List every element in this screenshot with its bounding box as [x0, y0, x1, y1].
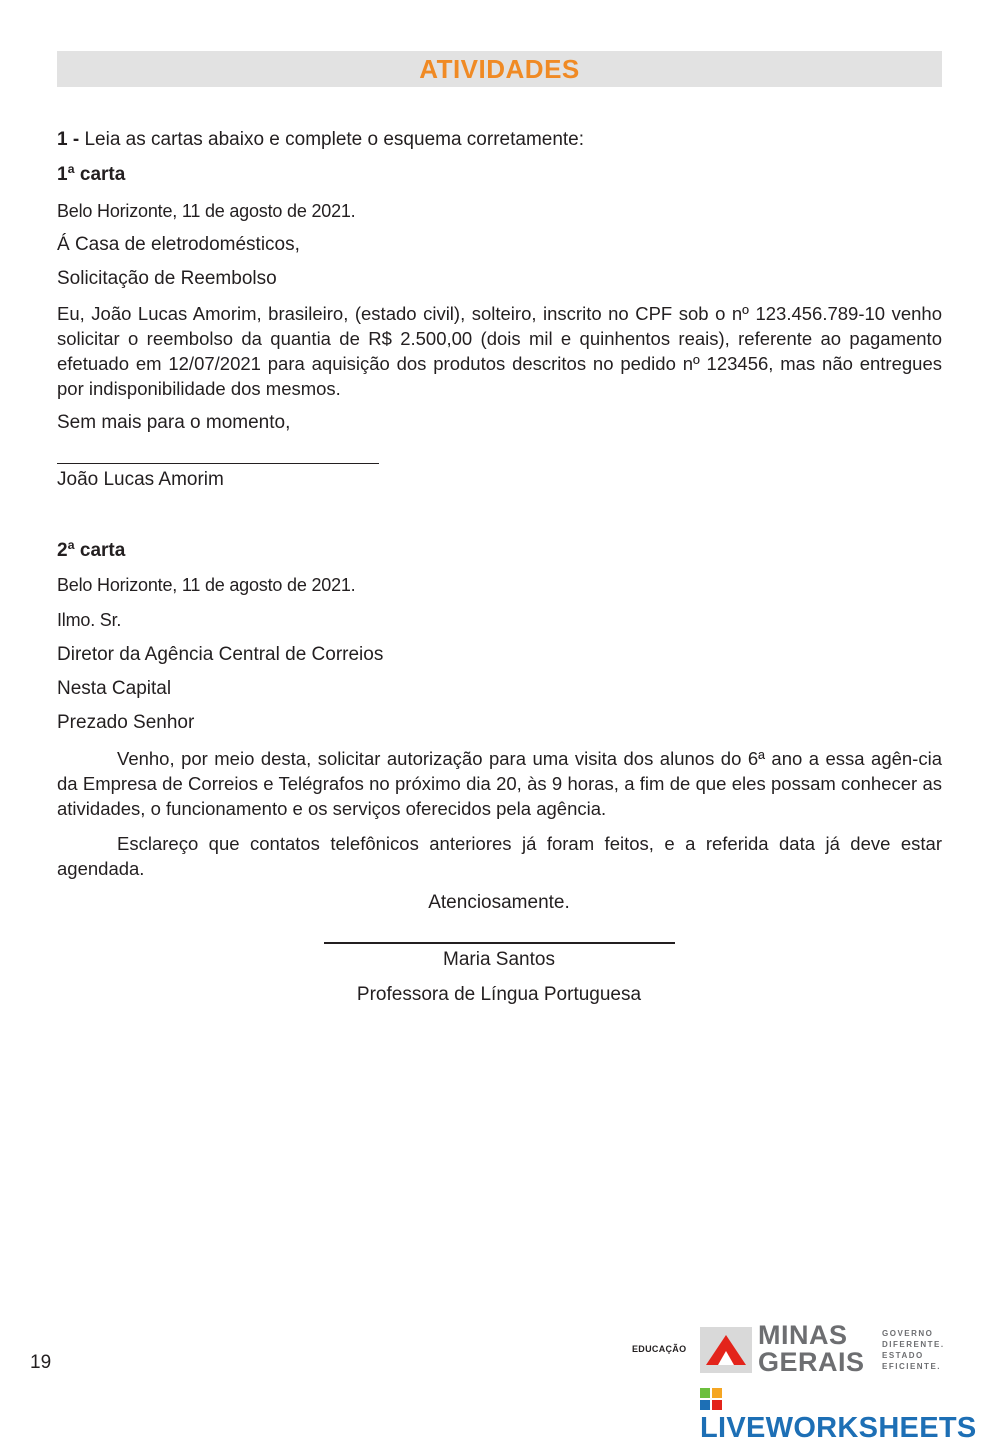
letter2-location: Nesta Capital: [57, 678, 172, 699]
letter2-body-paragraph-1: Venho, por meio desta, solicitar autorização para uma visita dos alunos do 6ª ano a essa agên-cia da Empresa de Correios e Telégrafos no próximo dia 20, às 9 horas, a fim de que eles possam conhecer as atividades, o funcionamento e os serviços oferecidos pela agência.: [57, 748, 942, 819]
letter2-place-date: Belo Horizonte, 11 de agosto de 2021.: [57, 575, 356, 595]
letter2-signature-role: Professora de Língua Portuguesa: [356, 984, 642, 1005]
letter1-subject: Solicitação de Reembolso: [57, 268, 277, 289]
signature-line: [324, 942, 675, 944]
page-title: ATIVIDADES: [419, 54, 580, 84]
letter2-heading: 2ª carta: [57, 540, 126, 561]
signature-line: [57, 463, 379, 464]
letter2-body-paragraph-2: Esclareço que contatos telefônicos anteriores já foram feitos, e a referida data já deve estar agendada.: [57, 833, 942, 879]
minas-gerais-wordmark: MINAS GERAIS: [758, 1320, 865, 1377]
letter1-heading: 1ª carta: [57, 164, 126, 185]
letter2-closing: Atenciosamente.: [428, 892, 570, 913]
letter2-recipient: Diretor da Agência Central de Correios: [57, 644, 384, 665]
question-number: 1 -: [57, 129, 80, 150]
minas-gerais-logo-icon: [700, 1327, 752, 1373]
education-label: EDUCAÇÃO: [632, 1344, 687, 1354]
letter1-closing: Sem mais para o momento,: [57, 412, 291, 433]
letter1-recipient: Á Casa de eletrodomésticos,: [57, 234, 300, 255]
question-prompt: Leia as cartas abaixo e complete o esquema corretamente:: [84, 129, 585, 150]
government-slogan: GOVERNO DIFERENTE. ESTADO EFICIENTE.: [882, 1329, 945, 1371]
liveworksheets-watermark: LIVEWORKSHEETS: [700, 1377, 1000, 1445]
liveworksheets-badge-icon: [700, 1384, 722, 1406]
letter1-body: Eu, João Lucas Amorim, brasileiro, (estado civil), solteiro, inscrito no CPF sob o nº 123.456.789-10 venho solicitar o reembolso da quantia de R$ 2.500,00 (dois mil e quinhentos reais), referente ao pagamento efetuado em 12/07/2021 para aquisição dos produtos descritos no pedido nº 123456, mas não entregues por indisponibilidade dos mesmos.: [57, 303, 942, 399]
letter1-place-date: Belo Horizonte, 11 de agosto de 2021.: [57, 201, 356, 221]
page-number: 19: [30, 1352, 52, 1373]
letter2-greeting: Prezado Senhor: [57, 712, 195, 733]
question-line: [57, 128, 584, 152]
letter2-signature-name: Maria Santos: [443, 949, 555, 970]
letter1-signature: João Lucas Amorim: [57, 469, 224, 490]
letter2-treatment: Ilmo. Sr.: [57, 610, 122, 630]
